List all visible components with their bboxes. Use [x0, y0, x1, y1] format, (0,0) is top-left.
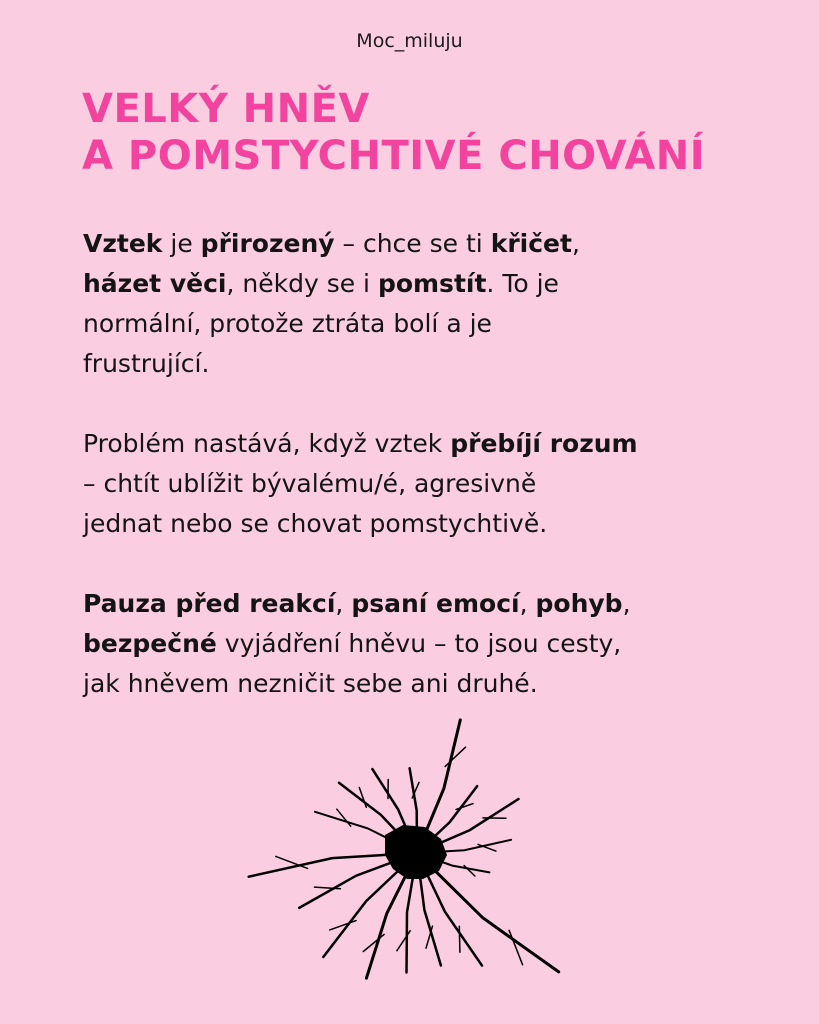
text-run: normální, protože ztráta bolí a je — [83, 309, 492, 338]
text-run: je — [162, 229, 201, 258]
crack-branch — [445, 747, 465, 766]
bold-phrase: Vztek — [83, 229, 163, 258]
text-run: jak hněvem nezničit sebe ani druhé. — [83, 669, 538, 698]
crack-branch — [363, 934, 384, 951]
title-line-1: VELKÝ HNĚV — [82, 86, 370, 132]
bold-phrase: Pauza před reakcí — [83, 589, 336, 618]
text-run: , — [622, 589, 631, 618]
text-run: . To je — [486, 269, 559, 298]
bold-phrase: házet věci — [83, 269, 227, 298]
text-run: – chtít ublížit bývalému/é, agresivně — [83, 469, 537, 498]
author-handle: Moc_miluju — [356, 30, 463, 52]
paragraph-3 — [83, 584, 783, 704]
bold-phrase: pomstít — [377, 269, 487, 298]
paragraph-2 — [83, 424, 783, 544]
text-run: , — [519, 589, 536, 618]
body-text — [83, 224, 783, 704]
crack-branch — [464, 866, 475, 876]
title-line-2: A POMSTYCHTIVÉ CHOVÁNÍ — [82, 133, 706, 179]
broken-glass-crack-icon — [235, 715, 585, 995]
page-title — [82, 86, 705, 180]
bold-phrase: bezpečné — [83, 629, 217, 658]
text-run: frustrující. — [83, 349, 210, 378]
paragraph-1 — [83, 224, 783, 384]
crack-branch — [359, 788, 366, 808]
bold-phrase: psaní emocí — [351, 589, 520, 618]
text-run: – chce se ti — [334, 229, 491, 258]
crack-branch — [337, 809, 351, 826]
bold-phrase: přirozený — [200, 229, 335, 258]
bold-phrase: přebíjí rozum — [450, 429, 638, 458]
text-run: vyjádření hněvu – to jsou cesty, — [216, 629, 622, 658]
crack-branch — [459, 926, 460, 952]
crack-branch — [330, 921, 356, 930]
bold-phrase: pohyb — [535, 589, 623, 618]
text-run: , někdy se i — [226, 269, 378, 298]
text-run: jednat nebo se chovat pomstychtivě. — [83, 509, 548, 538]
crack-branch — [509, 930, 522, 965]
bold-phrase: křičet — [490, 229, 572, 258]
text-run: , — [335, 589, 352, 618]
crack-branch — [397, 931, 410, 951]
text-run: , — [571, 229, 580, 258]
text-run: Problém nastává, když vztek — [83, 429, 451, 458]
